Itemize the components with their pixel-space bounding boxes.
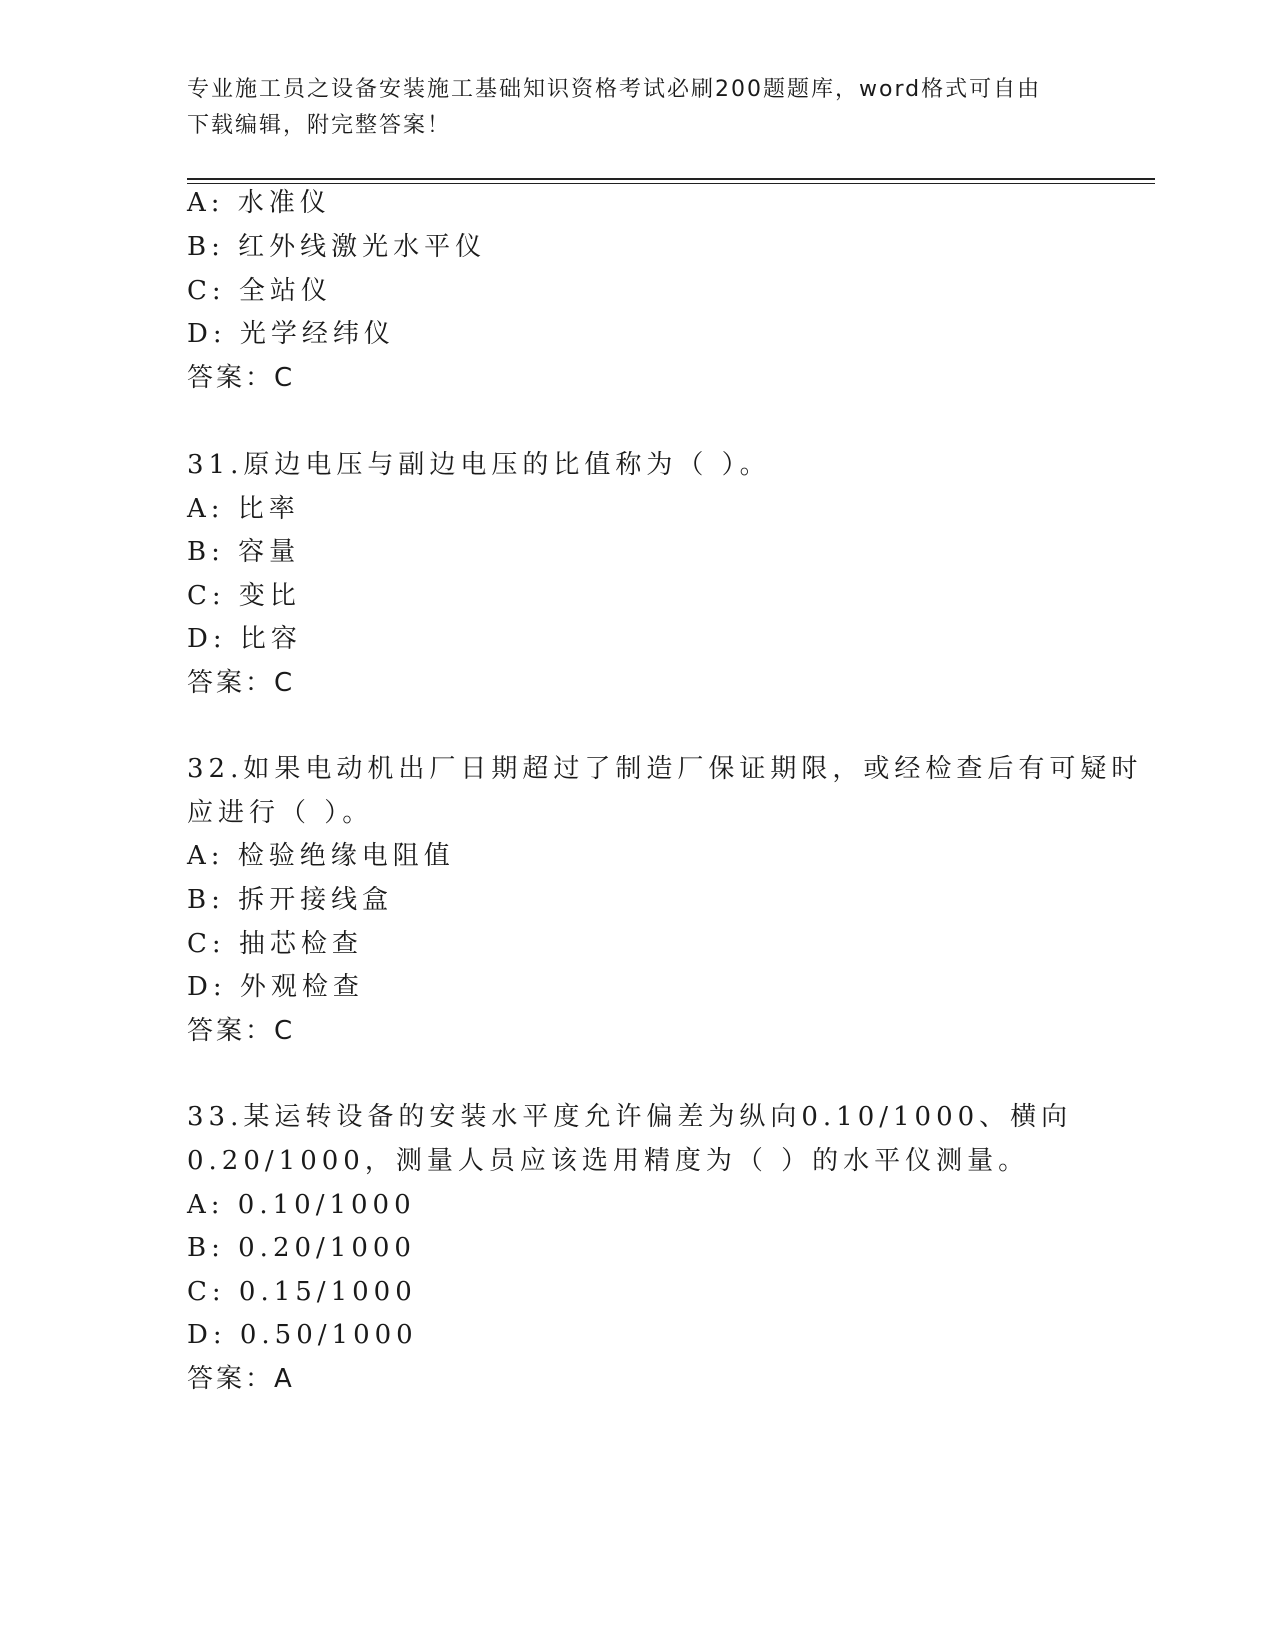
option-a: A: 比率 — [187, 494, 300, 524]
option-d: D: 外观检查 — [187, 972, 364, 1002]
option-a: A: 0.10/1000 — [187, 1190, 416, 1220]
option-b: B: 容量 — [187, 537, 301, 567]
header-line-2: 下载编辑，附完整答案！ — [187, 113, 452, 138]
option-b: B: 0.20/1000 — [187, 1233, 416, 1263]
header-rule — [187, 178, 1155, 180]
question-stem-continued: 0.20/1000，测量人员应该选用精度为（ ）的水平仪测量。 — [187, 1146, 1030, 1176]
answer-line: 答案：C — [187, 668, 296, 698]
option-a: A: 水准仪 — [187, 188, 331, 218]
option-a: A: 检验绝缘电阻值 — [187, 841, 455, 871]
header-line-1: 专业施工员之设备安装施工基础知识资格考试必刷200题题库，word格式可自由 — [187, 77, 1042, 102]
option-d: D: 0.50/1000 — [187, 1320, 418, 1350]
question-stem: 31.原边电压与副边电压的比值称为（ ）。 — [187, 450, 771, 480]
option-c: C: 全站仪 — [187, 276, 332, 306]
question-stem: 33.某运转设备的安装水平度允许偏差为纵向0.10/1000、横向 — [187, 1102, 1073, 1132]
option-c: C: 0.15/1000 — [187, 1277, 417, 1307]
option-b: B: 拆开接线盒 — [187, 885, 394, 915]
answer-line: 答案：C — [187, 1016, 296, 1046]
answer-line: 答案：A — [187, 1364, 295, 1394]
option-b: B: 红外线激光水平仪 — [187, 232, 487, 262]
option-d: D: 比容 — [187, 624, 302, 654]
header-rule-thin — [187, 183, 1155, 184]
document-header — [187, 72, 1067, 144]
question-stem-continued: 应进行（ ）。 — [187, 798, 374, 828]
option-c: C: 抽芯检查 — [187, 929, 363, 959]
option-c: C: 变比 — [187, 581, 301, 611]
question-stem: 32.如果电动机出厂日期超过了制造厂保证期限，或经检查后有可疑时 — [187, 754, 1143, 784]
option-d: D: 光学经纬仪 — [187, 319, 395, 349]
answer-line: 答案：C — [187, 363, 296, 393]
